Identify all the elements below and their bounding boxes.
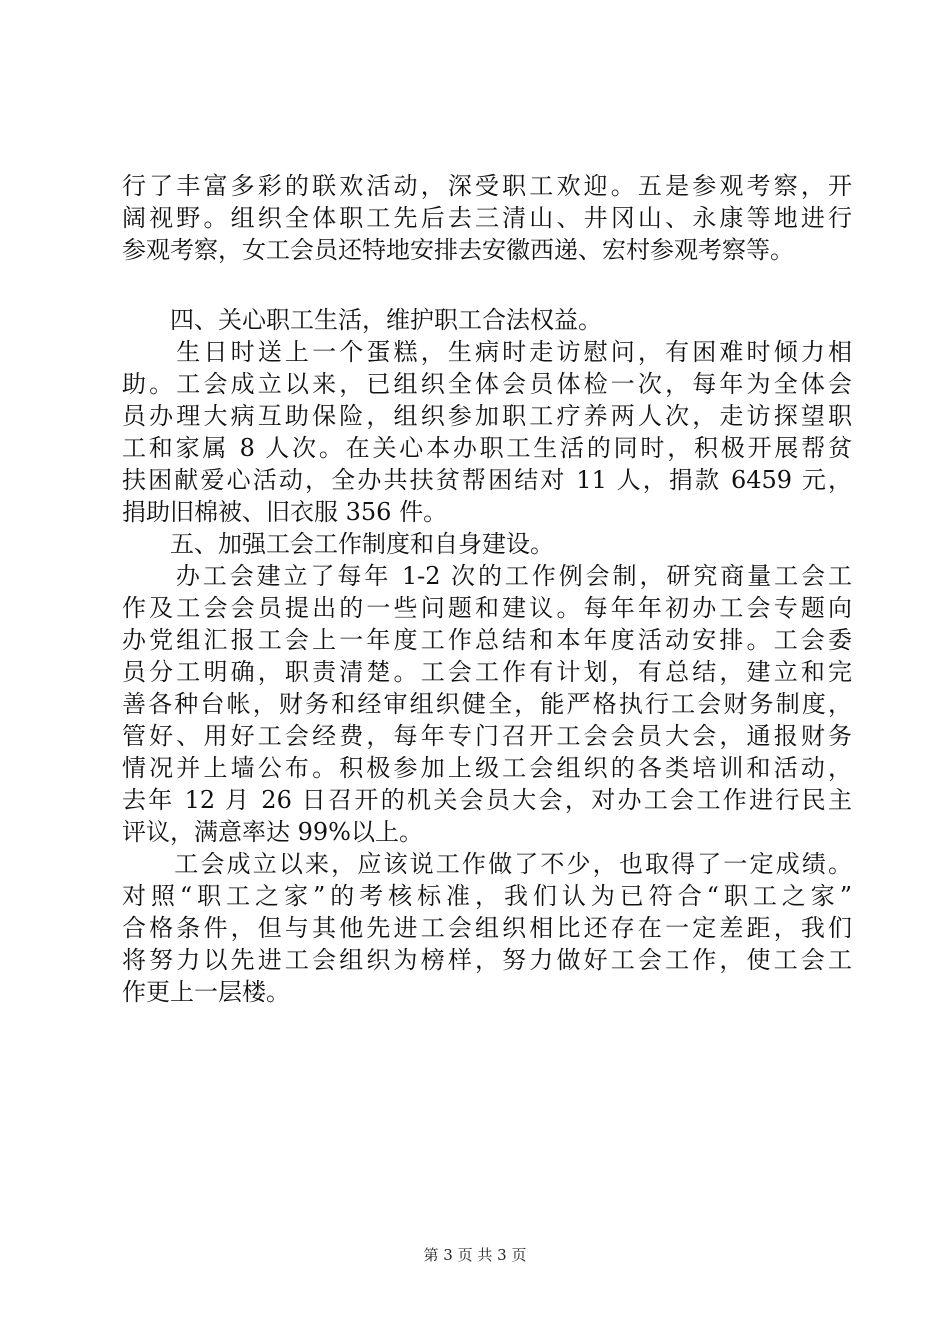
- section-heading-5: [122, 528, 852, 560]
- section-heading-4: [122, 304, 852, 336]
- text-line: 捐助旧棉被、旧衣服 356 件。: [122, 498, 448, 526]
- text-line: 办工会建立了每年 1-2 次的工作例会制，研究商量工会工: [122, 562, 852, 590]
- text-line: 去年 12 月 26 日召开的机关会员大会，对办工会工作进行民主: [122, 786, 852, 814]
- text-line: 评议，满意率达 99%以上。: [122, 818, 423, 846]
- paragraph-conclusion: [122, 848, 852, 1008]
- text-line: 作更上一层楼。: [122, 978, 290, 1006]
- text-line: 工会成立以来，应该说工作做了不少，也取得了一定成绩。: [122, 850, 852, 878]
- text-line: 工和家属 8 人次。在关心本办职工生活的同时，积极开展帮贫: [122, 434, 852, 462]
- text-line: 善各种台帐，财务和经审组织健全，能严格执行工会财务制度，: [122, 690, 852, 718]
- text-line: 行了丰富多彩的联欢活动，深受职工欢迎。五是参观考察，开: [122, 172, 852, 200]
- text-line: 扶困献爱心活动，全办共扶贫帮困结对 11 人，捐款 6459 元，: [122, 466, 852, 494]
- paragraph-gap: [122, 266, 852, 304]
- text-line: 员分工明确，职责清楚。工会工作有计划，有总结，建立和完: [122, 658, 852, 686]
- document-body: [122, 170, 852, 1008]
- text-line: 办党组汇报工会上一年度工作总结和本年度活动安排。工会委: [122, 626, 852, 654]
- text-line: 管好、用好工会经费，每年专门召开工会会员大会，通报财务: [122, 722, 852, 750]
- text-line: 对照“职工之家”的考核标准，我们认为已符合“职工之家”: [122, 882, 852, 910]
- text-line: 作及工会会员提出的一些问题和建议。每年年初办工会专题向: [122, 594, 852, 622]
- paragraph-activities-end: [122, 170, 852, 266]
- heading-line: 四、关心职工生活，维护职工合法权益。: [122, 306, 602, 334]
- heading-line: 五、加强工会工作制度和自身建设。: [122, 530, 554, 558]
- text-line: 阔视野。组织全体职工先后去三清山、井冈山、永康等地进行: [122, 204, 852, 232]
- text-line: 参观考察，女工会员还特地安排去安徽西递、宏村参观考察等。: [122, 236, 794, 264]
- page-number-footer: 第 3 页 共 3 页: [423, 1246, 527, 1264]
- paragraph-care-for-staff: [122, 336, 852, 528]
- text-line: 生日时送上一个蛋糕，生病时走访慰问，有困难时倾力相: [122, 338, 852, 366]
- text-line: 员办理大病互助保险，组织参加职工疗养两人次，走访探望职: [122, 402, 852, 430]
- paragraph-union-system: [122, 560, 852, 848]
- text-line: 助。工会成立以来，已组织全体会员体检一次，每年为全体会: [122, 370, 852, 398]
- text-line: 合格条件，但与其他先进工会组织相比还存在一定差距，我们: [122, 914, 852, 942]
- text-line: 将努力以先进工会组织为榜样，努力做好工会工作，使工会工: [122, 946, 852, 974]
- text-line: 情况并上墙公布。积极参加上级工会组织的各类培训和活动，: [122, 754, 852, 782]
